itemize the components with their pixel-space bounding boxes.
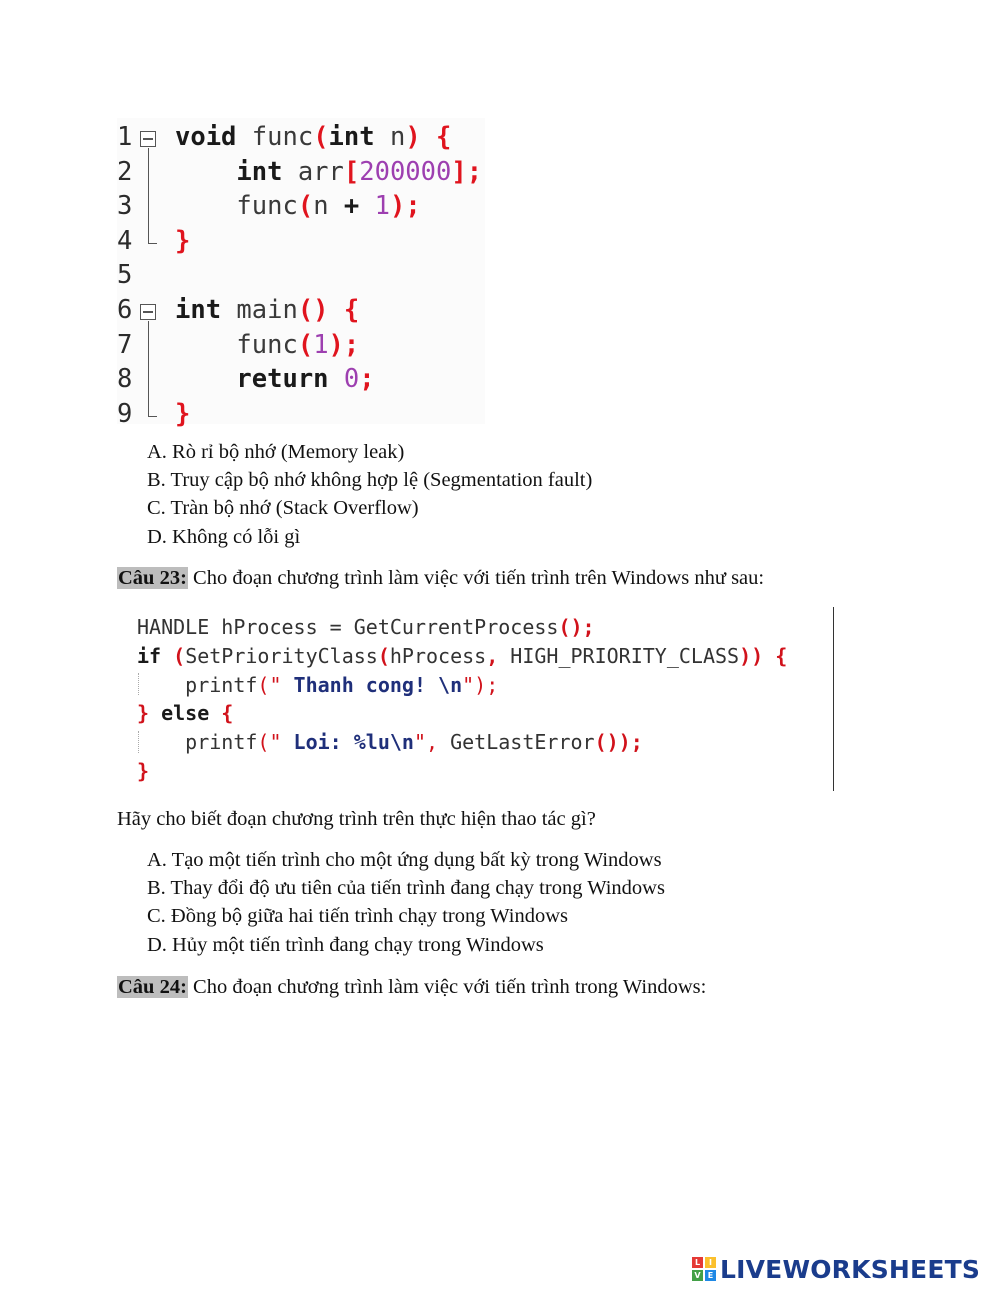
code-token: ) {	[405, 122, 452, 152]
code-token: printf	[137, 672, 258, 697]
code-token: ("	[257, 672, 282, 697]
code-token: ;	[359, 364, 375, 395]
code-token: }	[137, 701, 162, 726]
logo-wordmark: LIVEWORKSHEETS	[720, 1254, 981, 1284]
code-line	[175, 330, 359, 360]
code-snippet-recursion	[117, 118, 485, 429]
code-line	[137, 615, 595, 639]
code-token: return	[175, 364, 329, 395]
liveworksheets-logo	[692, 1252, 980, 1286]
code-token: (	[173, 643, 186, 668]
logo-grid-cell: E	[705, 1270, 716, 1281]
code-token: (	[297, 191, 314, 222]
code-token: n	[374, 122, 406, 152]
line-number: 1	[117, 122, 133, 152]
line-number: 6	[117, 295, 133, 325]
q23-text: Cho đoạn chương trình làm việc với tiến trình trên Windows như sau:	[187, 567, 765, 589]
code-token: int	[175, 156, 283, 187]
collapse-icon[interactable]	[140, 304, 156, 320]
line-number: 5	[117, 260, 133, 291]
code-token: );	[389, 191, 421, 222]
q22-option-a[interactable]: A. Rò rỉ bộ nhớ (Memory leak)	[147, 441, 405, 463]
code-line	[175, 122, 451, 152]
code-token: +	[343, 191, 360, 222]
line-number: 7	[117, 329, 133, 360]
fold-end	[148, 416, 157, 417]
code-line	[137, 701, 233, 725]
code-line	[175, 295, 359, 325]
q23-option-a[interactable]: A. Tạo một tiến trình cho một ứng dụng bất kỳ trong Windows	[147, 849, 662, 871]
code-token: if	[137, 643, 162, 668]
code-token: Loi: %lu\n	[281, 730, 414, 755]
q23-option-b[interactable]: B. Thay đổi độ ưu tiên của tiến trình đang chạy trong Windows	[147, 877, 665, 899]
line-number: 3	[117, 191, 133, 222]
code-line	[137, 673, 498, 697]
collapse-icon[interactable]	[140, 131, 156, 147]
code-token: ];	[451, 156, 483, 187]
fold-end	[148, 243, 157, 244]
code-token: void	[175, 122, 237, 152]
code-token: () {	[297, 295, 360, 325]
code-right-border	[833, 607, 834, 791]
code-token: printf	[137, 730, 258, 755]
q23-label: Câu 23:	[118, 567, 187, 589]
code-line	[137, 730, 643, 754]
q22-option-c[interactable]: C. Tràn bộ nhớ (Stack Overflow)	[147, 497, 419, 519]
code-token: [	[343, 156, 360, 187]
logo-grid-icon	[692, 1257, 716, 1281]
code-token: ();	[558, 615, 595, 639]
code-token: 1	[359, 191, 390, 222]
code-token: func	[175, 191, 298, 222]
logo-grid-cell: L	[692, 1257, 703, 1268]
fold-guide	[148, 148, 149, 244]
q23-heading	[117, 567, 764, 590]
q23-option-c[interactable]: C. Đồng bộ giữa hai tiến trình chạy trong Windows	[147, 905, 568, 927]
code-token: );	[328, 329, 360, 360]
code-line	[175, 226, 190, 256]
logo-grid-cell: V	[692, 1270, 703, 1281]
q22-option-b[interactable]: B. Truy cập bộ nhớ không hợp lệ (Segmentation fault)	[147, 469, 593, 491]
code-snippet-priority	[122, 607, 834, 791]
code-token: 1	[313, 329, 329, 360]
code-token: }	[137, 759, 150, 783]
code-token: GetLastError	[450, 730, 595, 755]
q24-label: Câu 24:	[118, 976, 187, 998]
code-token: 200000	[359, 156, 452, 187]
code-token: {	[209, 701, 234, 726]
code-line	[175, 399, 190, 429]
code-token: ("	[257, 730, 282, 755]
code-line	[137, 759, 149, 783]
code-token: }	[175, 398, 191, 429]
code-token: func	[175, 329, 298, 360]
code-token: func	[236, 122, 314, 152]
code-token: (	[297, 329, 314, 360]
code-token: int	[175, 295, 222, 325]
code-token: ");	[462, 672, 499, 697]
code-token: 0	[328, 364, 360, 395]
q23-question: Hãy cho biết đoạn chương trình trên thực hiện thao tác gì?	[117, 808, 596, 830]
q22-option-d[interactable]: D. Không có lỗi gì	[147, 526, 301, 548]
code-token: arr	[282, 156, 344, 187]
code-line	[137, 644, 787, 668]
code-token: }	[175, 225, 191, 256]
code-token: else	[161, 701, 210, 726]
code-line	[175, 157, 482, 187]
code-token: int	[328, 122, 375, 152]
code-token: ,	[486, 643, 499, 668]
code-token	[161, 644, 173, 668]
q24-text: Cho đoạn chương trình làm việc với tiến trình trong Windows:	[187, 976, 707, 998]
code-token: main	[221, 295, 298, 325]
fold-guide	[148, 321, 149, 417]
code-token: Thanh cong! \n	[281, 672, 463, 697]
line-number: 9	[117, 398, 133, 429]
line-number: 2	[117, 156, 133, 187]
code-token: hProcess	[389, 643, 487, 668]
q23-option-d[interactable]: D. Hủy một tiến trình đang chạy trong Windows	[147, 934, 544, 956]
code-token: SetPriorityClass	[185, 643, 378, 668]
logo-grid-cell: I	[705, 1257, 716, 1268]
code-line	[175, 191, 421, 221]
code-line	[175, 364, 375, 394]
code-token: ());	[594, 730, 643, 755]
line-number: 8	[117, 364, 133, 395]
code-token: (	[377, 643, 390, 668]
code-token: HIGH_PRIORITY_CLASS	[498, 643, 740, 668]
code-token: ",	[413, 730, 451, 755]
code-token: )) {	[739, 643, 788, 668]
q24-heading	[117, 976, 706, 999]
line-number: 4	[117, 225, 133, 256]
code-token: n	[313, 191, 344, 222]
code-token: (	[313, 122, 329, 152]
code-token: HANDLE hProcess = GetCurrentProcess	[137, 615, 559, 639]
